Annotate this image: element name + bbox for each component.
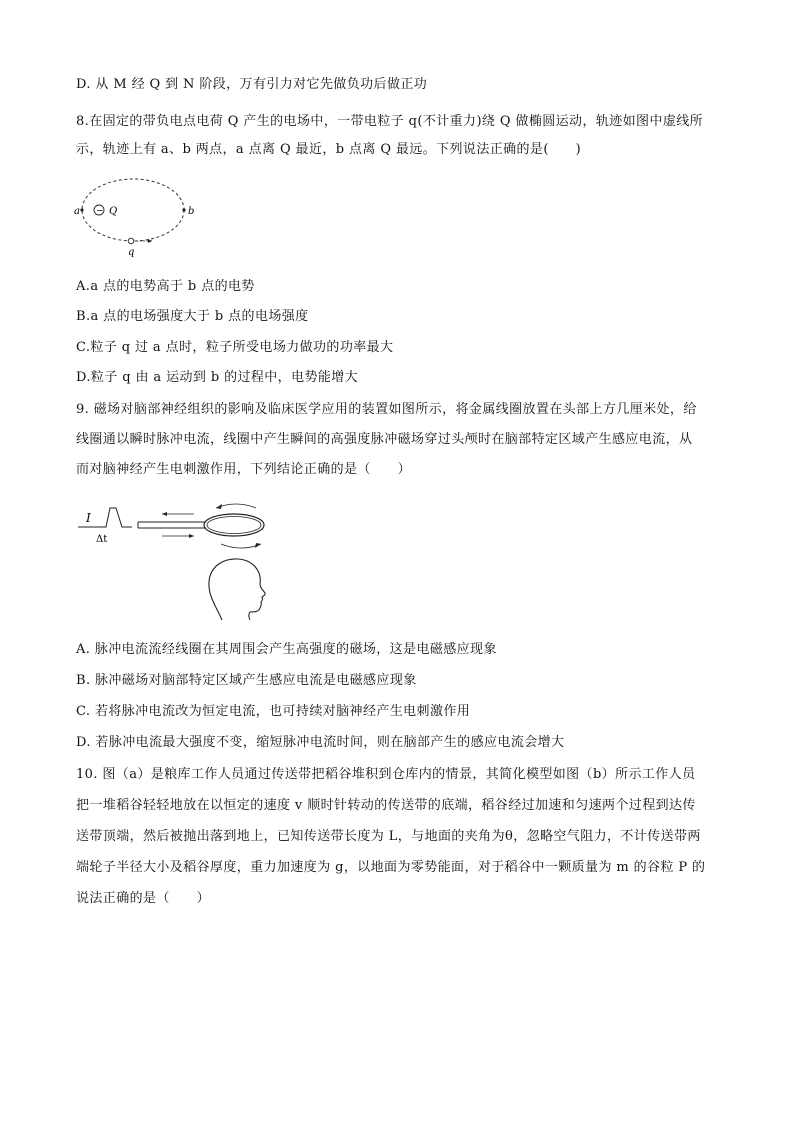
q10-stem-line-5: 说法正确的是（ ） xyxy=(76,891,211,906)
coil-arrow-top xyxy=(216,504,256,508)
q9-option-d: D. 若脉冲电流最大强度不变，缩短脉冲电流时间，则在脑部产生的感应电流会增大 xyxy=(76,735,565,750)
q9-option-b: B. 脉冲磁场对脑部特定区域产生感应电流是电磁感应现象 xyxy=(76,673,417,688)
q7-option-d: D. 从 M 经 Q 到 N 阶段，万有引力对它先做负功后做正功 xyxy=(76,77,428,92)
coil-arrowhead-bottom xyxy=(255,543,261,548)
lead-arrowhead-right xyxy=(189,534,194,538)
negative-sign: − xyxy=(96,206,104,217)
q10-stem-line-3: 送带顶端，然后被抛出落到地上，已知传送带长度为 L，与地面的夹角为θ，忽略空气阻力，不计传送带两 xyxy=(76,829,701,844)
coil-arrow-bottom xyxy=(221,544,261,548)
current-I-label: I xyxy=(86,511,91,525)
q10-stem-line-4: 端轮子半径大小及稻谷厚度，重力加速度为 g，以地面为零势能面，对于稻谷中一颗质量为 m 的谷粒 P 的 xyxy=(76,860,706,875)
lead-arrowhead-left xyxy=(162,512,167,516)
q8-ellipse-orbit-figure xyxy=(74,176,204,256)
q8-stem-line-1: 8.在固定的带负电点电荷 Q 产生的电场中，一带电粒子 q(不计重力)绕 Q 做椭圆运动，轨迹如图中虚线所 xyxy=(76,114,704,129)
head-profile-icon xyxy=(209,559,265,620)
point-b-dot xyxy=(182,208,185,211)
q8-stem-line-2: 示，轨迹上有 a、b 两点，a 点离 Q 最近，b 点离 Q 最远。下列说法正确的是( ) xyxy=(76,142,582,157)
q9-stem-line-3: 而对脑神经产生电刺激作用，下列结论正确的是（ ） xyxy=(76,462,412,477)
coil-inner xyxy=(207,517,261,534)
q9-option-c: C. 若将脉冲电流改为恒定电流，也可持续对脑神经产生电刺激作用 xyxy=(76,704,471,719)
point-b-label: b xyxy=(188,206,195,217)
q8-option-c: C.粒子 q 过 a 点时，粒子所受电场力做功的功率最大 xyxy=(76,340,394,355)
q9-stem-line-2: 线圈通以瞬时脉冲电流，线圈中产生瞬间的高强度脉冲磁场穿过头颅时在脑部特定区域产生感应电流，从 xyxy=(76,432,693,447)
velocity-arrowhead xyxy=(148,239,152,243)
particle-q-label: q xyxy=(128,247,135,258)
coil-outer xyxy=(204,514,264,536)
q8-option-b: B.a 点的电场强度大于 b 点的电场强度 xyxy=(76,309,309,324)
particle-q-circle xyxy=(128,238,134,244)
q8-option-d: D.粒子 q 由 a 运动到 b 的过程中，电势能增大 xyxy=(76,370,359,385)
q10-stem-line-1: 10. 图（a）是粮库工作人员通过传送带把稻谷堆积到仓库内的情景，其简化模型如图（b）所示工作人员 xyxy=(76,767,696,782)
q9-stem-line-1: 9. 磁场对脑部神经组织的影响及临床医学应用的装置如图所示，将金属线圈放置在头部上方几厘米处，给 xyxy=(76,402,697,417)
charge-Q-label: Q xyxy=(109,206,118,217)
delta-t-label: Δt xyxy=(96,534,108,545)
q8-option-a: A.a 点的电势高于 b 点的电势 xyxy=(76,279,255,294)
point-a-dot xyxy=(80,208,83,211)
q9-coil-head-figure xyxy=(76,502,276,632)
coil-arrowhead-top xyxy=(216,504,222,509)
q10-stem-line-2: 把一堆稻谷轻轻地放在以恒定的速度 v 顺时针转动的传送带的底端，稻谷经过加速和匀速两个过程到达传 xyxy=(76,798,696,813)
q9-option-a: A. 脉冲电流流经线圈在其周围会产生高强度的磁场，这是电磁感应现象 xyxy=(76,642,497,657)
point-a-label: a xyxy=(74,206,80,217)
